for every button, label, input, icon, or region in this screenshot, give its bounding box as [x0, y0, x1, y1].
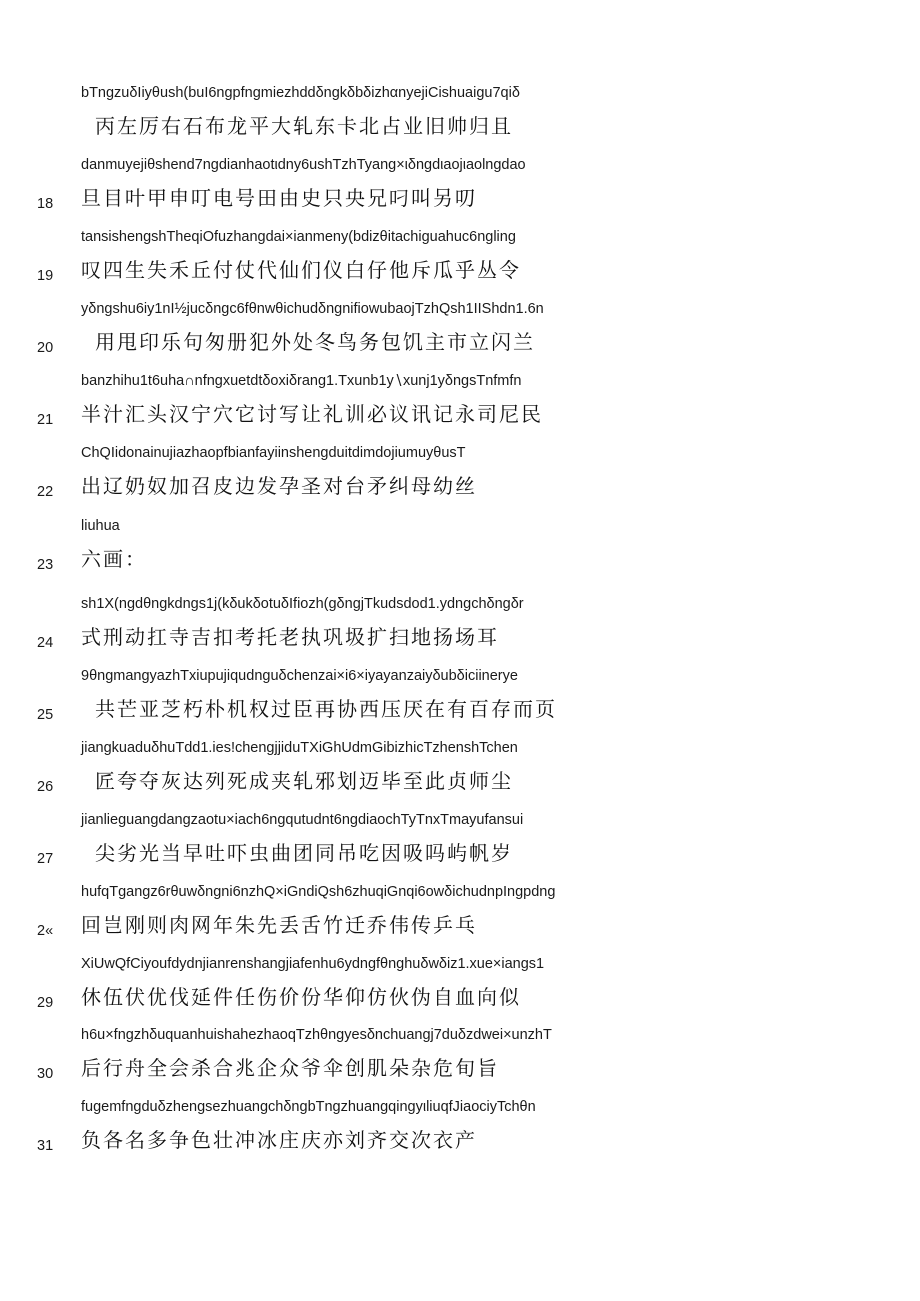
hanzi-text: 叹四生失禾丘付仗代仙们仪白仔他斥瓜乎丛令 — [81, 258, 521, 282]
line-1 — [0, 83, 920, 155]
hanzi-text: 旦目叶甲申叮电号田由史只央兄叼叫另叨 — [81, 186, 477, 210]
hanzi-text: 尖劣光当早吐吓虫曲团同吊吃因吸吗屿帆岁 — [95, 841, 513, 865]
line-26 — [0, 738, 920, 810]
hanzi-text: 后行舟全会杀合兆企众爷伞创肌朵杂危旬旨 — [81, 1056, 499, 1080]
line-number: 31 — [37, 1138, 54, 1154]
line-number: 19 — [37, 268, 54, 284]
line-23 — [0, 516, 920, 588]
hanzi-text: 休伍伏优伐延件任伤价份华仰仿伙伪自血向似 — [81, 985, 521, 1009]
hanzi-text: 共芒亚芝朽朴机权过臣再协西压厌在有百存而页 — [95, 697, 557, 721]
pinyin-text: hufqTgangz6rθuwδngni6nzhQ×iGndiQsh6zhuqiGnqi6owδichudnpIngpdng — [81, 884, 556, 900]
line-19 — [0, 227, 920, 299]
line-20 — [0, 299, 920, 371]
pinyin-text: tansishengshTheqiOfuzhangdai×ianmeny(bdizθitachiguahuc6ngling — [81, 229, 516, 245]
line-number: 18 — [37, 196, 54, 212]
line-27 — [0, 810, 920, 882]
line-30 — [0, 1025, 920, 1097]
line-number: 27 — [37, 851, 54, 867]
line-18 — [0, 155, 920, 227]
pinyin-text: danmuyejiθshend7ngdianhaotιdny6ushTzhTyang×ιδngdιaojιaolngdao — [81, 157, 526, 173]
hanzi-text: 出辽奶奴加召皮边发孕圣对台矛纠母幼丝 — [81, 474, 477, 498]
line-number: 25 — [37, 707, 54, 723]
pinyin-text: XiUwQfCiyoufdydnjianrenshangjiafenhu6ydngfθnghuδwδiz1.xue×iangs1 — [81, 956, 545, 972]
hanzi-text: 半汁汇头汉宁穴它讨写让礼训必议讯记永司尼民 — [81, 402, 543, 426]
pinyin-text: ChQIidonainujiazhaopfbianfayiinshengduitdimdojiumuyθusT — [81, 445, 466, 461]
line-number: 23 — [37, 557, 54, 573]
line-number: 30 — [37, 1066, 54, 1082]
hanzi-text: 六画： — [81, 547, 147, 571]
line-number: 21 — [37, 412, 54, 428]
line-number: 24 — [37, 635, 54, 651]
line-number: 2« — [37, 923, 54, 939]
line-21 — [0, 371, 920, 443]
pinyin-text: jiangkuaduδhuTdd1.ies!chengjjiduTXiGhUdmGibizhicTzhenshTchen — [81, 740, 518, 756]
line-number: 29 — [37, 995, 54, 1011]
pinyin-text: yδngshu6iy1nI½jucδngc6fθnwθichudδngnifiowubaojTzhQsh1IIShdn1.6n — [81, 301, 544, 317]
pinyin-text: 9θngmangyazhTxiupujiqudnguδchenzai×i6×iyayanzaiyδubδiciinerye — [81, 668, 518, 684]
hanzi-text: 匠夸夺灰达列死成夹轧邪划迈毕至此贞师尘 — [95, 769, 513, 793]
line-number: 26 — [37, 779, 54, 795]
hanzi-text: 式刑动扛寺吉扣考托老执巩圾扩扫地扬场耳 — [81, 625, 499, 649]
line-number: 22 — [37, 484, 54, 500]
line-number: 20 — [37, 340, 54, 356]
pinyin-text: liuhua — [81, 518, 120, 534]
line-24 — [0, 594, 920, 666]
pinyin-text: h6u×fngzhδuquanhuishahezhaoqTzhθngyesδnchuangj7duδzdwei×unzhT — [81, 1027, 552, 1043]
pinyin-text: sh1X(ngdθngkdngs1j(kδukδotuδIfiozh(gδngjTkudsdod1.ydngchδngδr — [81, 596, 524, 612]
line-29 — [0, 954, 920, 1026]
pinyin-text: bTngzuδIiyθush(buI6ngpfngmiezhddδngkδbδizhαnyejiCishuaigu7qiδ — [81, 85, 520, 101]
pinyin-text: jianlieguangdangzaotu×iach6ngqutudnt6ngdiaochTyTnxTmayufansui — [81, 812, 524, 828]
pinyin-text: banzhihu1t6uha∩nfngxuetdtδoxiδrang1.Txunb1y∖xunj1yδngsTnfmfn — [81, 373, 522, 389]
line-31 — [0, 1097, 920, 1169]
pinyin-text: fugemfngduδzhengsezhuangchδngbTngzhuangqingyιliuqfJiaociyTchθn — [81, 1099, 536, 1115]
line-25 — [0, 666, 920, 738]
hanzi-text: 负各名多争色壮冲冰庄庆亦刘齐交次衣产 — [81, 1128, 477, 1152]
hanzi-text: 用甩印乐句匆册犯外处冬鸟务包饥主市立闪兰 — [95, 330, 535, 354]
line-28 — [0, 882, 920, 954]
hanzi-text: 丙左厉右石布龙平大轧东卡北占业旧帅归且 — [95, 114, 513, 138]
line-22 — [0, 443, 920, 515]
hanzi-text: 回岂刚则肉网年朱先丢舌竹迁乔伟传乒乓 — [81, 913, 477, 937]
